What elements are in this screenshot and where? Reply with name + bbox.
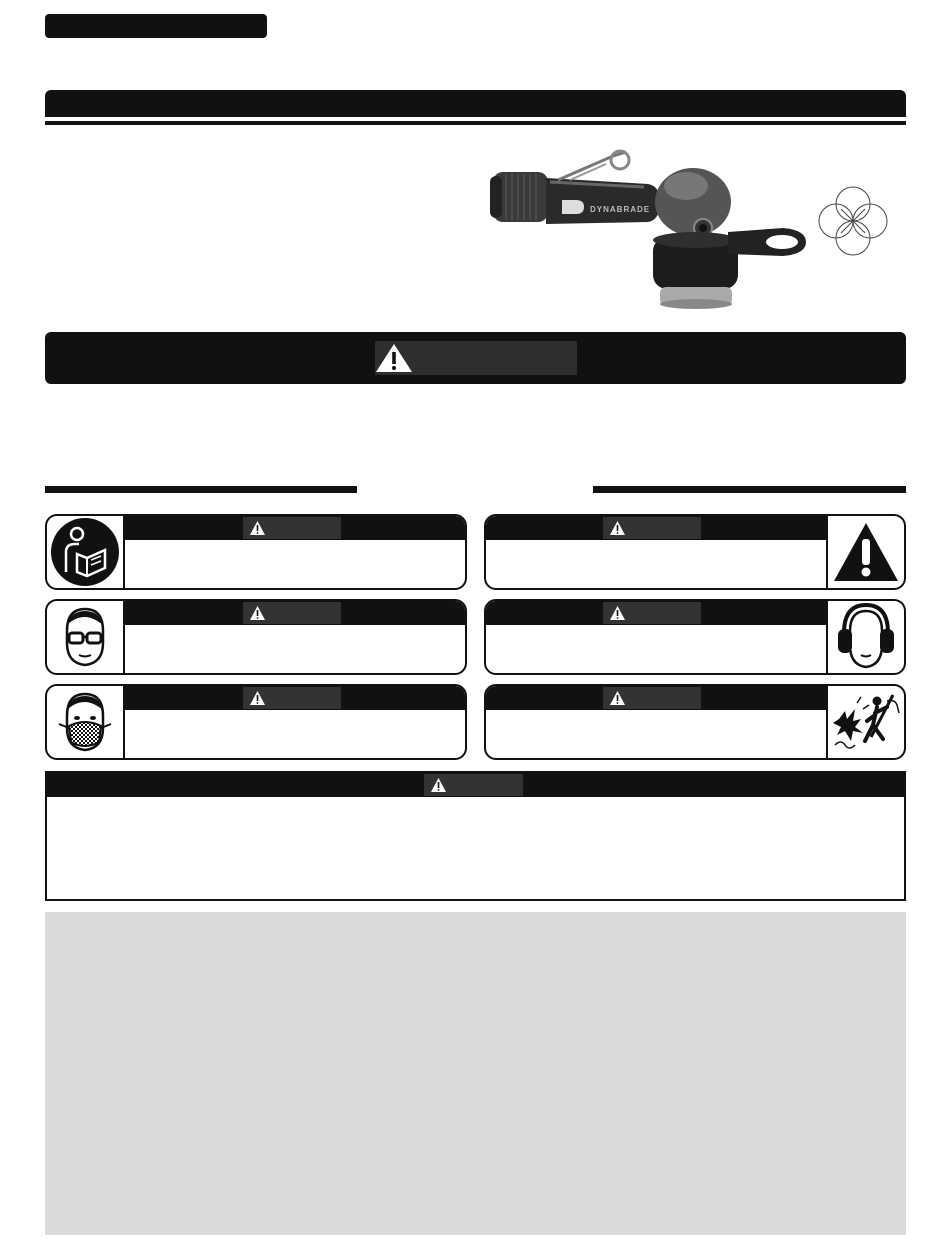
safety-panel-respirator [45,684,467,760]
safety-panel-read-manual [45,514,467,590]
title-rule [45,121,906,125]
icon-cell [826,516,904,588]
icon-cell [826,601,904,673]
warning-triangle-icon [430,777,447,793]
caution-header [47,773,904,797]
icon-cell [47,516,125,588]
icon-cell [826,686,904,758]
warning-banner-label [375,341,577,375]
document-tag [45,14,267,38]
section-rule-right [593,486,906,493]
panel-signal-label [243,517,341,539]
panel-text [486,627,824,635]
panel-text [127,542,465,550]
panel-header [486,601,826,625]
panel-signal-label [603,602,701,624]
intro-text [45,140,465,315]
safety-panel-explosion-hazard [484,684,906,760]
hazard-warning-icon [831,519,901,585]
eye-protection-icon [53,603,117,671]
caution-text [47,797,904,899]
panel-header [125,516,465,540]
panel-header [125,686,465,710]
safety-panel-eye-protection [45,599,467,675]
panel-signal-label [243,602,341,624]
warning-triangle-icon [609,605,626,621]
section-rule-left [45,486,357,493]
panel-text [127,712,465,720]
warning-triangle-icon [249,605,266,621]
tool-photo [488,142,813,312]
panel-text [127,627,465,635]
safety-panel-hearing-protection [484,599,906,675]
panel-signal-label [243,687,341,709]
warning-triangle-icon [249,520,266,536]
safety-panel-hazard [484,514,906,590]
icon-cell [47,601,125,673]
warning-paragraph [45,395,906,475]
brand-logo-text: DYNABRADE [590,205,651,214]
explosion-hazard-icon [831,689,901,755]
warning-triangle-icon [609,690,626,706]
caution-signal-label [424,774,523,796]
warning-triangle-icon [609,520,626,536]
panel-header [125,601,465,625]
panel-header [486,516,826,540]
info-panel [45,912,906,1235]
page-title-bar [45,90,906,117]
icon-cell [47,686,125,758]
panel-signal-label [603,517,701,539]
hearing-protection-icon [834,603,898,671]
respirator-icon [53,688,117,756]
warning-triangle-icon [375,343,413,373]
section-heading [357,481,593,497]
caution-box [45,771,906,901]
panel-signal-label [603,687,701,709]
panel-text [486,712,824,720]
panel-text [486,542,824,550]
warning-triangle-icon [249,690,266,706]
panel-header [486,686,826,710]
orbital-motion-icon [816,184,890,258]
read-manual-icon [49,516,121,588]
